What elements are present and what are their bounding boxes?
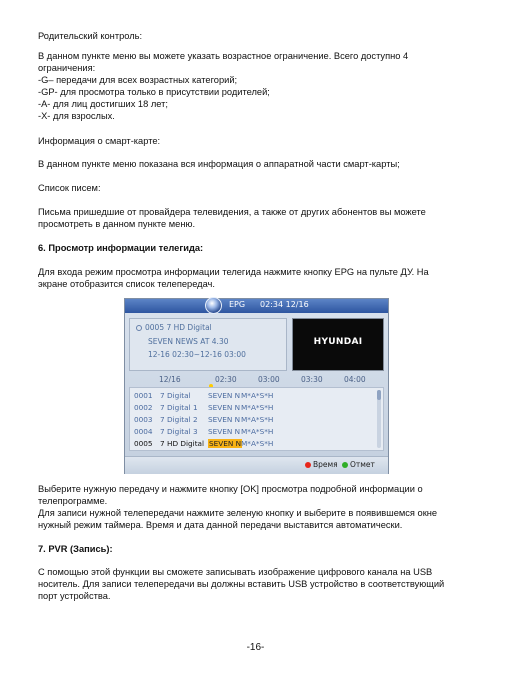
heading-smartcard-info: Информация о смарт-карте: [38, 136, 161, 146]
timebar-date: 12/16 [159, 375, 181, 384]
row-number: 0002 [134, 403, 153, 412]
info-program: SEVEN NEWS AT 4.30 [148, 337, 229, 346]
timebar-slot: 04:00 [344, 375, 366, 384]
epg-title: EPG [229, 300, 246, 309]
paragraph-line: В данном пункте меню вы можете указать возрастное ограничение. Всего доступно 4 [38, 51, 409, 61]
row-next-program: M*A*S*H [241, 403, 274, 412]
list-item: -A- для лиц достигших 18 лет; [38, 99, 168, 109]
section-heading-epg: 6. Просмотр информации телегида: [38, 243, 204, 253]
paragraph-line: экране отобразится список телепередач. [38, 279, 215, 289]
row-number: 0003 [134, 415, 153, 424]
epg-legend-bar [125, 456, 388, 474]
epg-row-selected[interactable] [130, 438, 375, 449]
paragraph-line: Выберите нужную передачу и нажмите кнопку [OK] просмотра подробной информации о [38, 484, 423, 494]
row-program: SEVEN N [208, 427, 241, 436]
timebar-slot: 02:30 [215, 375, 237, 384]
row-channel: 7 Digital 3 [160, 427, 198, 436]
paragraph-line: порт устройства. [38, 591, 111, 601]
epg-program-info [129, 318, 287, 371]
row-next-program: M*A*S*H [241, 415, 274, 424]
paragraph-line: Письма пришедшие от провайдера телевидения, а также от других абонентов вы можете [38, 207, 426, 217]
row-next-program: M*A*S*H [241, 439, 274, 448]
paragraph-line: Для входа режим просмотра информации телегида нажмите кнопку EPG на пульте ДУ. На [38, 267, 429, 277]
epg-row[interactable] [130, 402, 375, 413]
epg-row[interactable] [130, 414, 375, 425]
timebar-slot: 03:30 [301, 375, 323, 384]
row-program: SEVEN N [208, 415, 241, 424]
red-button-icon [305, 462, 311, 468]
row-number: 0001 [134, 391, 153, 400]
paragraph-line: носитель. Для записи телепередачи вы должны вставить USB устройство в соответствующий [38, 579, 445, 589]
legend-green-label: Отмет [350, 460, 375, 469]
epg-row[interactable] [130, 426, 375, 437]
legend-red-label: Время [313, 460, 338, 469]
globe-logo-icon [205, 297, 222, 314]
heading-mail-list: Список писем: [38, 183, 101, 193]
legend-green [342, 460, 375, 469]
paragraph-line: просмотреть в данном пункте меню. [38, 219, 196, 229]
paragraph-line: ограничения: [38, 63, 96, 73]
row-next-program: M*A*S*H [241, 391, 274, 400]
epg-screenshot [124, 298, 389, 474]
paragraph-line: телепрограмме. [38, 496, 108, 506]
row-next-program: M*A*S*H [241, 427, 274, 436]
row-number: 0005 [134, 439, 153, 448]
preview-brand-logo: HYUNDAI [313, 337, 363, 347]
row-program: SEVEN N [208, 403, 241, 412]
row-program: SEVEN N [208, 391, 241, 400]
list-item: -G– передачи для всех возрастных категорий; [38, 75, 238, 85]
page-number: -16- [246, 642, 265, 653]
paragraph-line: В данном пункте меню показана вся информация о аппаратной части смарт-карты; [38, 159, 400, 169]
info-time-range: 12-16 02:30~12-16 03:00 [148, 350, 246, 359]
epg-clock: 02:34 12/16 [260, 300, 309, 309]
channel-circle-icon [136, 325, 142, 331]
epg-scrollbar[interactable] [377, 390, 381, 448]
row-number: 0004 [134, 427, 153, 436]
paragraph-line: Для записи нужной телепередачи нажмите зеленую кнопку и выберите в появившемся окне [38, 508, 438, 518]
epg-scrollbar-thumb[interactable] [377, 390, 381, 400]
paragraph-line: нужный режим таймера. Время и дата данной передачи выставится автоматически. [38, 520, 403, 530]
info-channel-label: 0005 7 HD Digital [145, 323, 212, 332]
timebar-slot: 03:00 [258, 375, 280, 384]
info-channel [136, 323, 212, 332]
row-channel: 7 Digital 2 [160, 415, 198, 424]
row-channel: 7 Digital 1 [160, 403, 198, 412]
green-button-icon [342, 462, 348, 468]
paragraph-line: С помощью этой функции вы сможете записывать изображение цифрового канала на USB [38, 567, 433, 577]
epg-header-bar [125, 299, 388, 313]
list-item: -X- для взрослых. [38, 111, 115, 121]
epg-timebar [125, 375, 388, 385]
section-heading-pvr: 7. PVR (Запись): [38, 544, 113, 554]
legend-red [305, 460, 338, 469]
epg-row[interactable] [130, 390, 375, 401]
video-preview [292, 318, 384, 371]
row-channel: 7 HD Digital [160, 439, 205, 448]
heading-parental-control: Родительский контроль: [38, 31, 143, 41]
epg-channel-list[interactable] [129, 387, 384, 451]
list-item: -GP- для просмотра только в присутствии родителей; [38, 87, 270, 97]
row-channel: 7 Digital [160, 391, 191, 400]
row-program-highlighted: SEVEN N [209, 439, 242, 448]
